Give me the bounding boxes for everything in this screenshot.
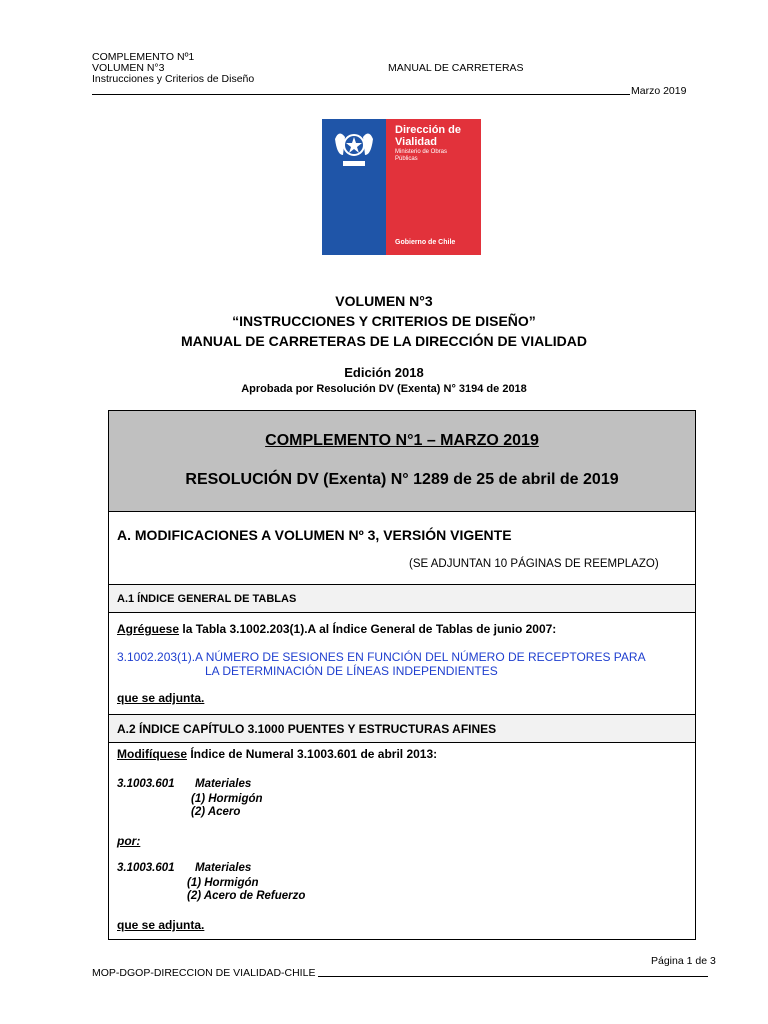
direccion-vialidad-logo bbox=[322, 119, 481, 255]
complemento-header-panel bbox=[109, 411, 695, 512]
a1-item-line1: 3.1002.203(1).A NÚMERO DE SESIONES EN FUNCIÓN DEL NÚMERO DE RECEPTORES PARA bbox=[117, 650, 646, 664]
header-volumen: VOLUMEN N°3 bbox=[92, 62, 165, 74]
a2-new-code: 3.1003.601 bbox=[117, 862, 175, 874]
a2-por: por: bbox=[117, 834, 141, 848]
complemento-box bbox=[108, 410, 696, 940]
a1-heading: A.1 ÍNDICE GENERAL DE TABLAS bbox=[117, 593, 297, 605]
a1-adjunta: que se adjunta. bbox=[117, 691, 205, 705]
title-volumen: VOLUMEN N°3 bbox=[335, 293, 433, 309]
divider bbox=[109, 612, 695, 613]
header-manual: MANUAL DE CARRETERAS bbox=[388, 62, 524, 74]
a2-adjunta: que se adjunta. bbox=[117, 918, 205, 932]
footer-rule bbox=[318, 976, 708, 977]
a2-new-item1: (1) Hormigón bbox=[187, 877, 259, 889]
divider bbox=[109, 742, 695, 743]
header-rule bbox=[92, 94, 630, 95]
title-instrucciones: “INSTRUCCIONES Y CRITERIOS DE DISEÑO” bbox=[232, 313, 536, 329]
section-a-heading: A. MODIFICACIONES A VOLUMEN Nº 3, VERSIÓN VIGENTE bbox=[117, 527, 512, 543]
a2-old-title: Materiales bbox=[195, 778, 252, 790]
a2-heading: A.2 ÍNDICE CAPÍTULO 3.1000 PUENTES Y ESTRUCTURAS AFINES bbox=[117, 722, 497, 736]
a2-instruction: Modifíquese Índice de Numeral 3.1003.601 de abril 2013: bbox=[117, 747, 438, 761]
complemento-title: COMPLEMENTO N°1 – MARZO 2019 bbox=[265, 432, 539, 449]
a1-instruction: Agréguese la Tabla 3.1002.203(1).A al Índice General de Tablas de junio 2007: bbox=[117, 622, 557, 636]
logo-subtitle: Ministerio de Obras Públicas bbox=[395, 149, 448, 162]
logo-title: Dirección de Vialidad bbox=[395, 124, 462, 148]
a1-item-line2: LA DETERMINACIÓN DE LÍNEAS INDEPENDIENTES bbox=[205, 664, 498, 678]
resolucion-title: RESOLUCIÓN DV (Exenta) N° 1289 de 25 de abril de 2019 bbox=[185, 471, 619, 488]
a1-heading-row bbox=[109, 585, 695, 612]
title-edicion: Edición 2018 bbox=[344, 365, 424, 380]
coat-of-arms-icon bbox=[331, 125, 377, 169]
footer-org: MOP-DGOP-DIRECCION DE VIALIDAD-CHILE bbox=[92, 967, 316, 979]
logo-red-panel bbox=[386, 119, 481, 255]
a2-old-item1: (1) Hormigón bbox=[191, 793, 263, 805]
header-date: Marzo 2019 bbox=[631, 85, 687, 97]
header-instrucciones: Instrucciones y Criterios de Diseño bbox=[92, 73, 255, 85]
page-number: Página 1 de 3 bbox=[651, 955, 716, 967]
adjuntan-note: (SE ADJUNTAN 10 PÁGINAS DE REEMPLAZO) bbox=[409, 558, 659, 570]
title-manual: MANUAL DE CARRETERAS DE LA DIRECCIÓN DE VIALIDAD bbox=[180, 333, 587, 349]
logo-blue-panel bbox=[322, 119, 386, 255]
a2-heading-row bbox=[109, 715, 695, 742]
header-complemento: COMPLEMENTO Nº1 bbox=[92, 51, 195, 63]
a2-old-item2: (2) Acero bbox=[191, 806, 241, 818]
a2-old-code: 3.1003.601 bbox=[117, 778, 175, 790]
logo-footer: Gobierno de Chile bbox=[395, 239, 456, 246]
a2-new-item2: (2) Acero de Refuerzo bbox=[187, 890, 306, 902]
a2-new-title: Materiales bbox=[195, 862, 252, 874]
title-aprobada: Aprobada por Resolución DV (Exenta) N° 3194 de 2018 bbox=[241, 383, 527, 395]
